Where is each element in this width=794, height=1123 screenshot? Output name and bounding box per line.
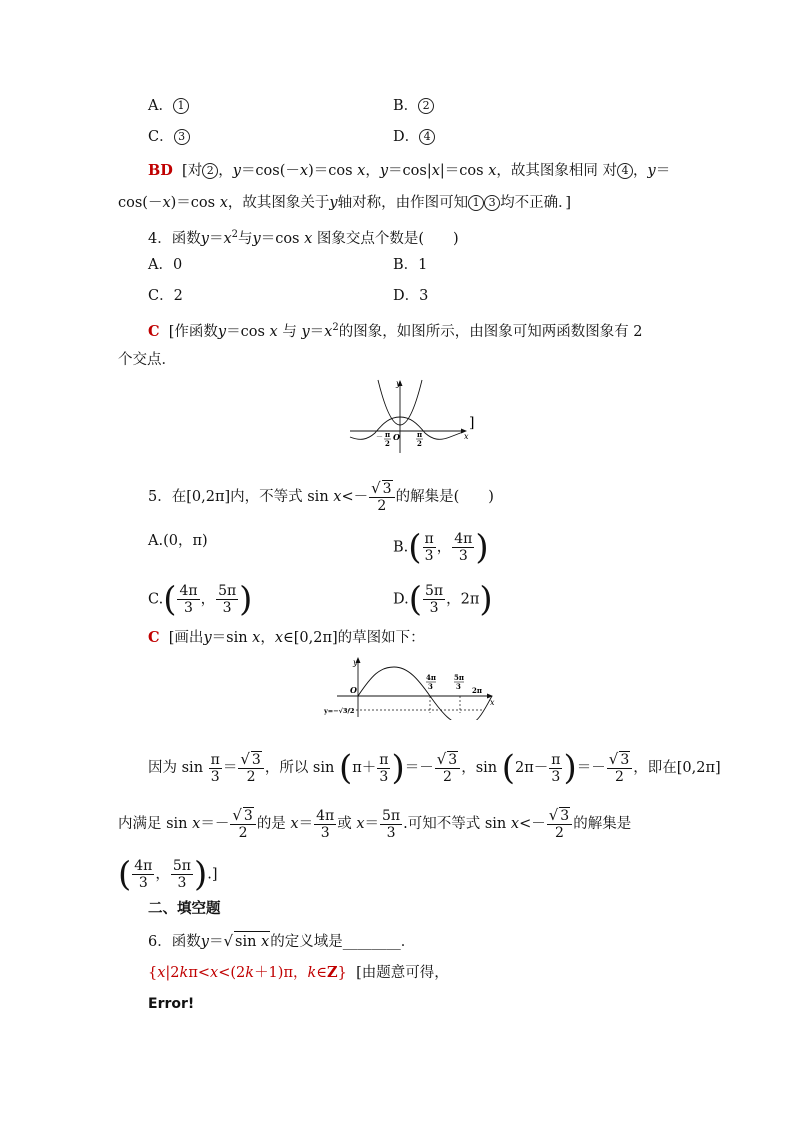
q5-explanation-line1: 因为 sin $\frac{\pi}{3}$ ＝ $\frac{√ 3}{2}$ ，所以 sin (π＋ $\frac{\pi}{3}$ )＝－ $\frac{√ 3}{2}$ ，sin (2π－ $\frac{\pi}{3}$ )＝－ $\frac{√ 3}{2}$ ，即在[0,2π] xyxy=(148,748,721,789)
q5-option-d: D.( $\frac{5\pi}{3}$ ，2π) xyxy=(393,579,493,620)
q5-graph-tick-4pi-den: 3 xyxy=(428,682,433,691)
q4-option-a: A．0 xyxy=(148,257,183,273)
q5-answer: C xyxy=(148,629,160,646)
q5-option-a: A.(0，π) xyxy=(148,533,208,549)
q3-option-c: C． 3 xyxy=(148,127,190,147)
q5-graph-tick-4pi: 4π xyxy=(426,673,436,682)
q5-stem: 5．在[0,2π]内，不等式 sin x<－ $\frac{√ 3}{2}$ 的解集是( ) xyxy=(148,479,494,515)
q4-answer: C xyxy=(148,322,160,340)
q4-graph xyxy=(345,375,485,455)
q6-answer: {x|2kπ<x<(2k＋1)π，k∈Z} xyxy=(148,964,347,981)
q5-graph-yline-label: y=−√3/2 xyxy=(324,707,355,715)
q5-option-c: C.( $\frac{4\pi}{3}$ ， $\frac{5\pi}{3}$ ) xyxy=(148,579,253,620)
q5-option-b: B.( $\frac{\pi}{3}$ ， $\frac{4\pi}{3}$ ) xyxy=(393,527,489,568)
q4-graph-pos-pi-den: 2 xyxy=(417,439,422,448)
q4-graph-x-label: x xyxy=(464,432,469,441)
q4-graph-origin: O xyxy=(393,432,400,442)
q4-explanation-line2: 个交点． xyxy=(118,352,176,368)
q5-graph-tick-2pi: 2π xyxy=(472,686,482,695)
q4-graph-y-label: y xyxy=(396,379,401,388)
q4-graph-neg-pi: π xyxy=(385,430,391,439)
q4-graph-minus: － xyxy=(376,433,383,441)
q4-stem: 4．函数$y=x^2$与y＝cos x 图象交点个数是( ) xyxy=(148,229,459,247)
q4-graph-pos-pi: π xyxy=(417,430,423,439)
q4-option-d: D．3 xyxy=(393,288,429,304)
q3-option-d: D． 4 xyxy=(393,127,435,147)
q3-explanation-line1: BD [对 2 ，y＝cos(－x)＝cos x，y＝cos|x|＝cos x，故其图象相同 对 4 ，y＝ xyxy=(148,162,671,179)
q3-option-a: A． 1 xyxy=(148,96,189,116)
q5-graph xyxy=(322,655,497,720)
q5-graph-tick-5pi: 5π xyxy=(454,673,464,682)
q5-explanation-intro: C [画出y＝sin x，x∈[0,2π]的草图如下： xyxy=(148,629,425,646)
q6-error: Error! xyxy=(148,996,195,1012)
q4-option-b: B．1 xyxy=(393,257,428,273)
q5-graph-origin: O xyxy=(350,685,357,695)
q3-option-b: B． 2 xyxy=(393,96,434,116)
q6-stem: 6．函数y＝√ sin x的定义域是________． xyxy=(148,932,416,950)
q6-answer-line xyxy=(148,963,449,983)
q4-option-c: C．2 xyxy=(148,288,183,304)
q5-explanation-line3: ( $\frac{4\pi}{3}$ ， $\frac{5\pi}{3}$ ).] xyxy=(118,854,218,895)
q5-graph-x-label: x xyxy=(490,698,495,707)
q4-graph-close-bracket: ] xyxy=(469,415,475,431)
q5-graph-y-label: y xyxy=(353,658,358,667)
q6-explanation: [由题意可得， xyxy=(356,965,449,981)
q4-graph-neg-pi-den: 2 xyxy=(385,439,390,448)
section-title: 二、填空题 xyxy=(148,900,221,917)
q5-graph-tick-5pi-den: 3 xyxy=(456,682,461,691)
q4-explanation-line1: C [作函数y＝cos x 与 $y=x^2$的图象，如图所示，由图象可知两函数图象有 2 xyxy=(148,322,643,340)
q3-answer: BD xyxy=(148,162,173,179)
q3-explanation-line2: cos(－x)＝cos x，故其图象关于y轴对称，由作图可知 1 3 均不正确．] xyxy=(118,195,572,211)
q5-explanation-line2: 内满足 sin x＝－ $\frac{√ 3}{2}$ 的是 x＝ $\frac{4\pi}{3}$ 或 x＝ $\frac{5\pi}{3}$ .可知不等式 sin x<－ $\frac{√ 3}{2}$ 的解集是 xyxy=(118,806,632,842)
